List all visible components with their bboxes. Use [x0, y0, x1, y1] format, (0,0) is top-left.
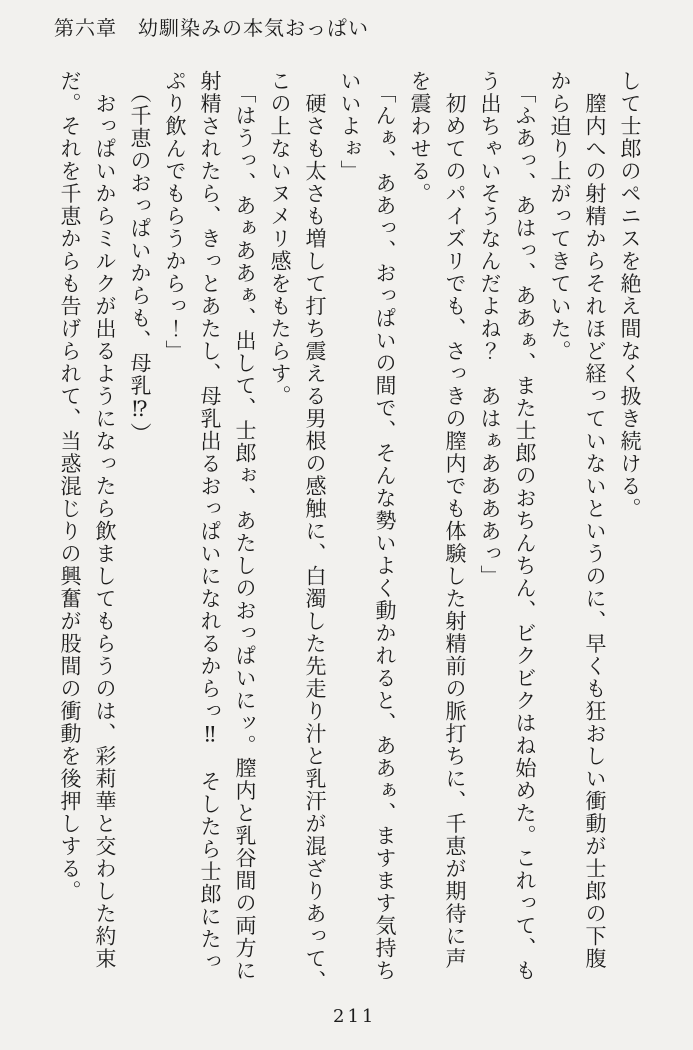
- text-column: （千恵のおっぱいからも、母乳⁉）: [128, 70, 152, 445]
- text-column: 膣内への射精からそれほど経っていないというのに、早くも狂おしい衝動が士郎の下腹: [583, 70, 607, 970]
- text-column: いいよぉ」: [338, 70, 362, 183]
- body-text: [52, 70, 647, 1010]
- text-column: この上ないヌメリ感をもたらす。: [268, 70, 292, 408]
- text-column: 硬さも太さも増して打ち震える男根の感触に、白濁した先走り汁と乳汗が混ざりあって、: [303, 70, 327, 993]
- text-column: ぷり飲んでもらうからっ！」: [163, 70, 187, 363]
- page-number: 211: [333, 1006, 377, 1027]
- text-column: を震わせる。: [408, 70, 432, 205]
- text-column: う出ちゃいそうなんだよね？ あはぁああああっ」: [478, 70, 502, 588]
- text-column: 射精されたら、きっとあたし、母乳出るおっぱいになれるからっ‼ そしたら士郎にたっ: [198, 70, 222, 973]
- text-column: 「はうっ、あぁああぁ、出して、士郎ぉ、あたしのおっぱいにッ。膣内と乳谷間の両方に: [233, 70, 257, 982]
- text-column: して士郎のペニスを絶え間なく扱き続ける。: [618, 70, 642, 520]
- text-column: だ。それを千恵からも告げられて、当惑混じりの興奮が股間の衝動を後押しする。: [58, 70, 82, 903]
- text-column: 「ふあっ、あはっ、ああぁ、また士郎のおちんちん、ビクビクはね始めた。これって、も: [513, 70, 537, 982]
- text-column: 初めてのパイズリでも、さっきの膣内でも体験した射精前の脈打ちに、千恵が期待に声: [443, 70, 467, 970]
- text-column: 「んぁ、ああっ、おっぱいの間で、そんな勢いよく動かれると、ああぁ、ますます気持ち: [373, 70, 397, 982]
- text-column: から迫り上がってきていた。: [548, 70, 572, 363]
- text-column: おっぱいからミルクが出るようになったら飲ましてもらうのは、彩莉華と交わした約束: [93, 70, 117, 970]
- chapter-title: 第六章 幼馴染みの本気おっぱい: [54, 16, 369, 40]
